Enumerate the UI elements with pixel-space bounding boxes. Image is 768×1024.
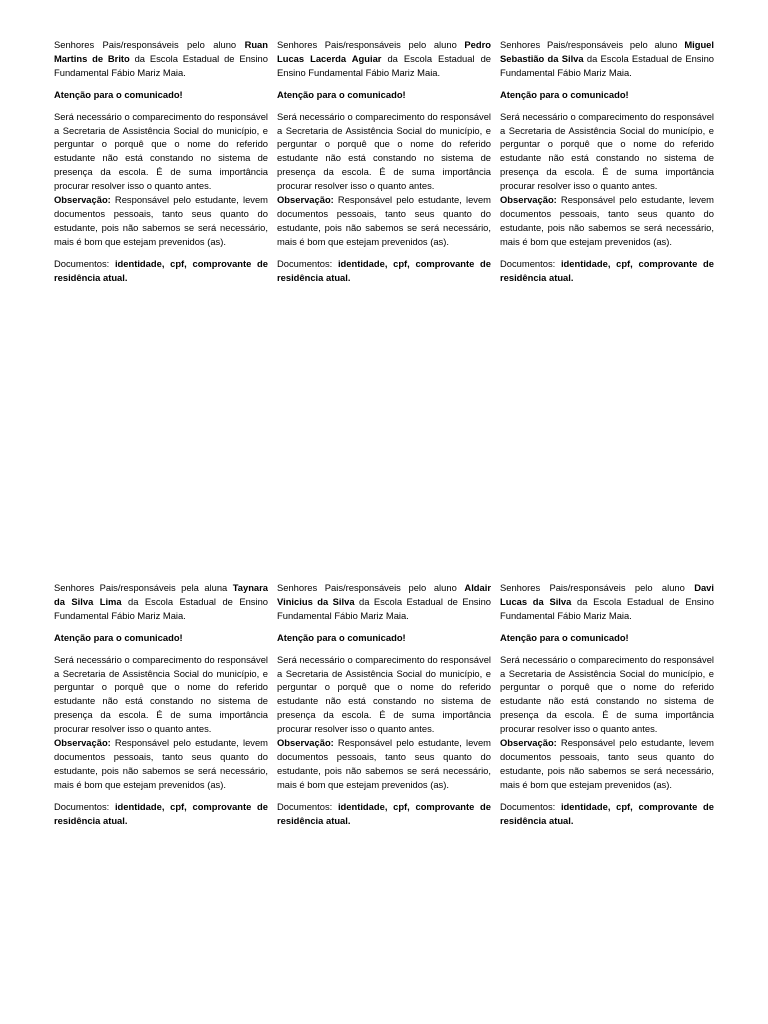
notice-attention: Atenção para o comunicado! <box>277 631 406 643</box>
notice-documents: Documentos: identidade, cpf, comprovante de residência atual. <box>54 257 268 283</box>
notice-intro: Senhores Pais/responsáveis pelo aluno Ruan Martins de Brito da Escola Estadual de Ensino Fundamental Fábio Mariz Maia. <box>54 39 268 78</box>
student-name: Aldair Vinicius da Silva <box>277 582 491 607</box>
notice-observation: Observação: Responsável pelo estudante, levem documentos pessoais, tanto seus quanto do estudante, pois não sabemos se será necessário, mais é bom que estejam prevenidos (as). <box>277 737 491 790</box>
notice-documents: Documentos: identidade, cpf, comprovante de residência atual. <box>277 257 491 283</box>
notice-attention: Atenção para o comunicado! <box>277 88 406 100</box>
notice-row-bottom <box>54 581 714 828</box>
notice-card <box>500 581 714 828</box>
notice-observation: Observação: Responsável pelo estudante, levem documentos pessoais, tanto seus quanto do estudante, pois não sabemos se será necessário, mais é bom que estejam prevenidos (as). <box>277 194 491 247</box>
notice-body: Será necessário o comparecimento do responsável a Secretaria de Assistência Social do município, e perguntar o porquê que o nome do referido estudante não está constando no sistema de presença da escola. É de suma importância procurar resolver isso o quanto antes. <box>277 110 491 192</box>
student-name: Miguel Sebastião da Silva <box>500 39 714 64</box>
notice-observation: Observação: Responsável pelo estudante, levem documentos pessoais, tanto seus quanto do estudante, pois não sabemos se será necessário, mais é bom que estejam prevenidos (as). <box>500 737 714 790</box>
notice-attention: Atenção para o comunicado! <box>500 631 629 643</box>
notice-observation: Observação: Responsável pelo estudante, levem documentos pessoais, tanto seus quanto do estudante, pois não sabemos se será necessário, mais é bom que estejam prevenidos (as). <box>54 194 268 247</box>
notice-attention: Atenção para o comunicado! <box>54 631 183 643</box>
student-name: Pedro Lucas Lacerda Aguiar <box>277 39 491 64</box>
student-name: Ruan Martins de Brito <box>54 39 268 64</box>
notice-body: Será necessário o comparecimento do responsável a Secretaria de Assistência Social do município, e perguntar o porquê que o nome do referido estudante não está constando no sistema de presença da escola. É de suma importância procurar resolver isso o quanto antes. <box>277 653 491 735</box>
notice-card <box>54 581 268 828</box>
notice-intro: Senhores Pais/responsáveis pelo aluno Pedro Lucas Lacerda Aguiar da Escola Estadual de Ensino Fundamental Fábio Mariz Maia. <box>277 39 491 78</box>
notice-body: Será necessário o comparecimento do responsável a Secretaria de Assistência Social do município, e perguntar o porquê que o nome do referido estudante não está constando no sistema de presença da escola. É de suma importância procurar resolver isso o quanto antes. <box>500 653 714 735</box>
notice-card <box>54 38 268 285</box>
notice-intro: Senhores Pais/responsáveis pela aluna Taynara da Silva Lima da Escola Estadual de Ensino Fundamental Fábio Mariz Maia. <box>54 582 268 621</box>
notice-row-top <box>54 38 714 285</box>
notice-card <box>277 581 491 828</box>
notice-body: Será necessário o comparecimento do responsável a Secretaria de Assistência Social do município, e perguntar o porquê que o nome do referido estudante não está constando no sistema de presença da escola. É de suma importância procurar resolver isso o quanto antes. <box>54 653 268 735</box>
notice-body: Será necessário o comparecimento do responsável a Secretaria de Assistência Social do município, e perguntar o porquê que o nome do referido estudante não está constando no sistema de presença da escola. É de suma importância procurar resolver isso o quanto antes. <box>500 110 714 192</box>
notice-card <box>277 38 491 285</box>
notice-attention: Atenção para o comunicado! <box>500 88 629 100</box>
notice-documents: Documentos: identidade, cpf, comprovante de residência atual. <box>277 800 491 826</box>
student-name: Taynara da Silva Lima <box>54 582 268 607</box>
notice-card <box>500 38 714 285</box>
notice-body: Será necessário o comparecimento do responsável a Secretaria de Assistência Social do município, e perguntar o porquê que o nome do referido estudante não está constando no sistema de presença da escola. É de suma importância procurar resolver isso o quanto antes. <box>54 110 268 192</box>
student-name: Davi Lucas da Silva <box>500 582 714 607</box>
notice-documents: Documentos: identidade, cpf, comprovante de residência atual. <box>500 800 714 826</box>
notice-documents: Documentos: identidade, cpf, comprovante de residência atual. <box>54 800 268 826</box>
notice-intro: Senhores Pais/responsáveis pelo aluno Aldair Vinicius da Silva da Escola Estadual de Ensino Fundamental Fábio Mariz Maia. <box>277 582 491 621</box>
notice-attention: Atenção para o comunicado! <box>54 88 183 100</box>
notice-observation: Observação: Responsável pelo estudante, levem documentos pessoais, tanto seus quanto do estudante, pois não sabemos se será necessário, mais é bom que estejam prevenidos (as). <box>500 194 714 247</box>
notice-intro: Senhores Pais/responsáveis pelo aluno Davi Lucas da Silva da Escola Estadual de Ensino Fundamental Fábio Mariz Maia. <box>500 582 715 621</box>
notice-intro: Senhores Pais/responsáveis pelo aluno Miguel Sebastião da Silva da Escola Estadual de Ensino Fundamental Fábio Mariz Maia. <box>500 39 714 78</box>
notice-observation: Observação: Responsável pelo estudante, levem documentos pessoais, tanto seus quanto do estudante, pois não sabemos se será necessário, mais é bom que estejam prevenidos (as). <box>54 737 268 790</box>
notice-documents: Documentos: identidade, cpf, comprovante de residência atual. <box>500 257 714 283</box>
